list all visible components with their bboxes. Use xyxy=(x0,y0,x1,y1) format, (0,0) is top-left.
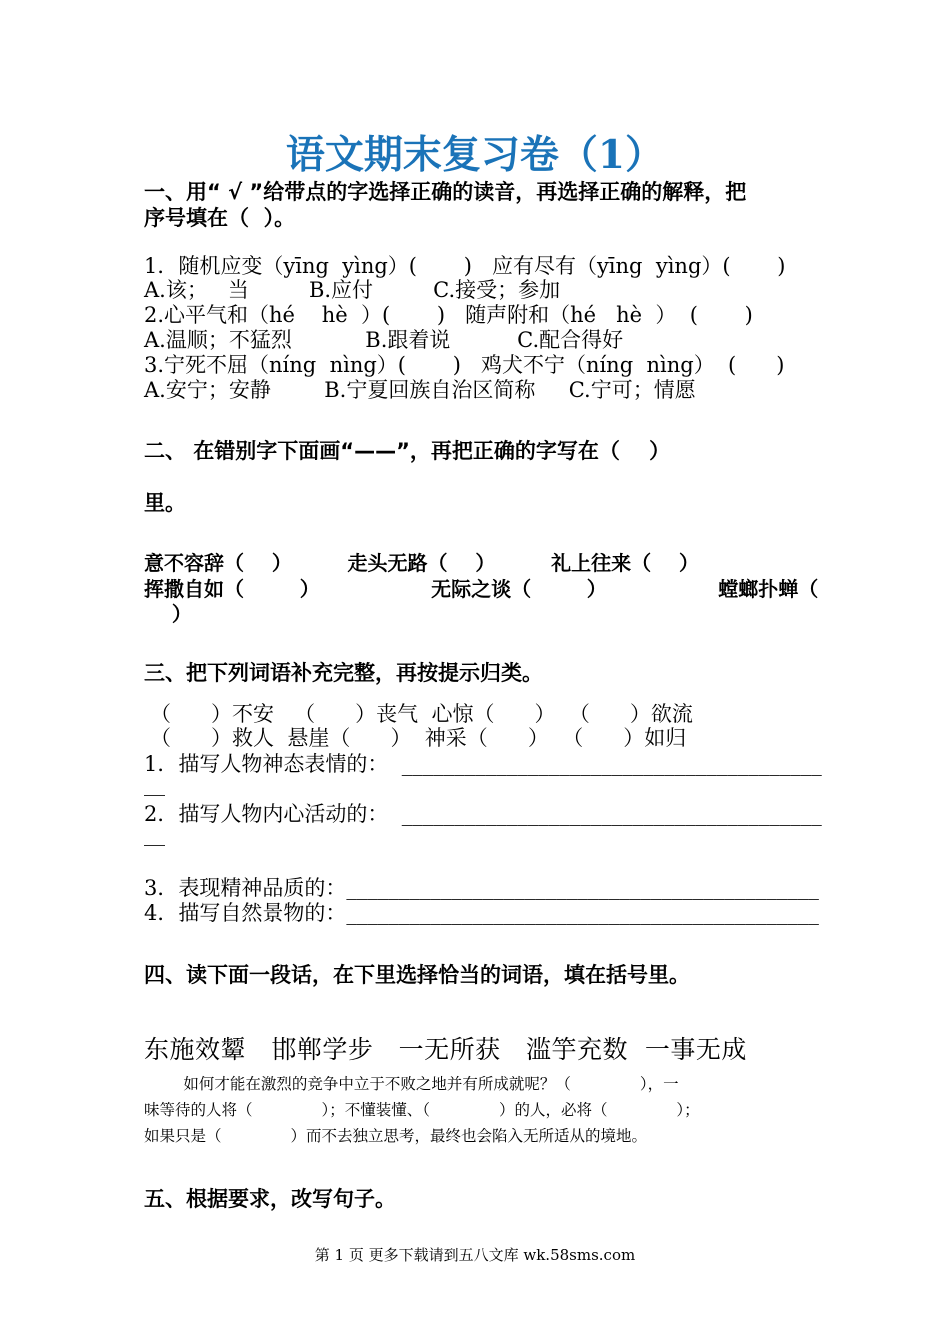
section-3-item-4: 4．描写自然景物的：_____________________________________________ xyxy=(144,901,819,925)
section-2-row-1: 意不容辞（ ） 走头无路（ ） 礼上往来（ ） xyxy=(144,551,699,575)
section-1-line-6: A.安宁；安静 B.宁夏回族自治区简称 C.宁可；情愿 xyxy=(144,378,696,402)
section-4-paragraph-line-3: 如果只是（ ）而不去独立思考，最终也会陷入无所适从的境地。 xyxy=(144,1127,647,1145)
section-4-heading: 四、读下面一段话，在下里选择恰当的词语，填在括号里。 xyxy=(144,963,690,987)
page-footer: 第 1 页 更多下载请到五八文库 wk.58sms.com xyxy=(314,1246,636,1264)
section-2-row-2: 挥撒自如（ ） 无际之谈（ ） 螳螂扑蝉（ xyxy=(144,577,819,601)
section-3-heading: 三、把下列词语补充完整，再按提示归类。 xyxy=(144,661,543,685)
section-3-item-2: 2．描写人物内心活动的： ________________________________________ xyxy=(144,802,822,826)
section-3-words-line-1: （ ）不安 （ ）丧气 心惊（ ） （ ）欲流 xyxy=(150,702,693,726)
section-2-row-2-continued: ） xyxy=(144,602,192,626)
page-title: 语文期末复习卷（1） xyxy=(285,132,665,178)
section-2-heading-line-1: 二、 在错别字下面画“——”，再把正确的字写在（ ） xyxy=(144,439,671,463)
section-2-heading-line-2: 里。 xyxy=(144,491,186,515)
section-1-line-1: 1．随机应变（yīng yìng）( ) 应有尽有（yīng yìng）( ) xyxy=(144,254,786,278)
section-3-item-1-overflow: __ xyxy=(144,772,165,796)
section-4-paragraph-line-1: 如何才能在激烈的竞争中立于不败之地并有所成就呢？（ ），一 xyxy=(144,1075,679,1093)
section-3-item-1: 1．描写人物神态表情的： ________________________________________ xyxy=(144,752,822,776)
section-1-line-5: 3.宁死不屈（níng nìng）( ) 鸡犬不宁（níng nìng） ( ) xyxy=(144,353,785,377)
section-3-item-3: 3．表现精神品质的：_____________________________________________ xyxy=(144,876,819,900)
section-1-line-2: A.该； 当 B.应付 C.接受；参加 xyxy=(144,278,561,302)
section-1-line-4: A.温顺；不猛烈 B.跟着说 C.配合得好 xyxy=(144,328,624,352)
section-1-line-3: 2.心平气和（hé hè ）( ) 随声附和（hé hè ） ( ) xyxy=(144,303,753,327)
section-1-heading-line-1: 一、用“ √ ”给带点的字选择正确的读音，再选择正确的解释，把 xyxy=(144,180,747,204)
section-5-heading: 五、根据要求，改写句子。 xyxy=(144,1187,396,1211)
section-3-words-line-2: （ ）救人 悬崖（ ） 神采（ ） （ ）如归 xyxy=(150,726,687,750)
section-3-item-2-overflow: __ xyxy=(144,822,165,846)
section-4-paragraph-line-2: 味等待的人将（ ）；不懂装懂、（ ）的人，必将（ ）； xyxy=(144,1101,700,1119)
section-1-heading-line-2: 序号填在（ ）。 xyxy=(144,206,296,230)
section-4-word-bank: 东施效颦 邯郸学步 一无所获 滥竽充数 一事无成 xyxy=(144,1035,747,1064)
